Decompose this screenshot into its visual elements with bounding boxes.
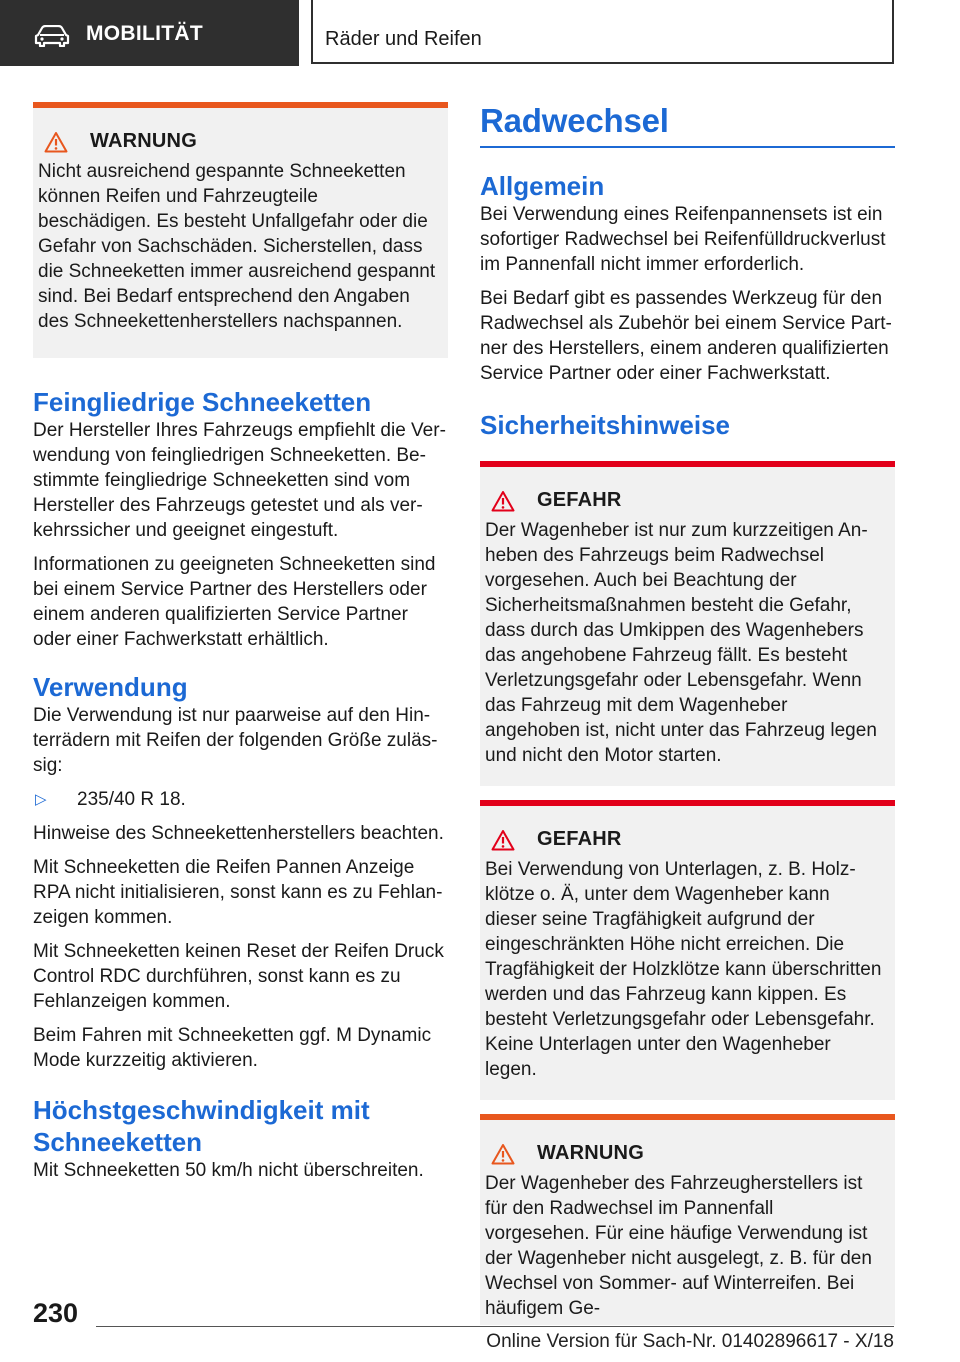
heading-hoechstgeschwindigkeit: Höchstgeschwindigkeit mit Schneeketten bbox=[33, 1095, 370, 1157]
heading-feingliedrige: Feingliedrige Schneeketten bbox=[33, 387, 372, 417]
feingliedrige-p1: Der Hersteller Ihres Fahrzeugs empfiehlt die Verwendung von feingliedrigen Schneeketten. Bestimmte feingliedrige Schneeketten sind vom Hersteller des Fahrzeugs getestet und als verkehrssicher und geeignet eingestuft. bbox=[33, 420, 446, 541]
list-item bbox=[33, 787, 448, 812]
warning-box-2 bbox=[480, 1114, 895, 1325]
verwendung-p4: Mit Schneeketten keinen Reset der Reifen Druck Control RDC durchführen, sonst kann es zu Fehlanzeigen kommen. bbox=[33, 941, 444, 1012]
page-number: 230 bbox=[33, 1298, 79, 1328]
allgemein-p2: Bei Bedarf gibt es passendes Werkzeug für den Radwechsel als Zubehör bei einem Service Partner des Herstellers, einem anderen qualifizierten Service Partner oder einer Fachwerkstatt. bbox=[480, 288, 892, 384]
chapter-title: MOBILITÄT bbox=[86, 22, 204, 45]
page-header bbox=[0, 0, 960, 66]
chapter-tab bbox=[0, 0, 299, 66]
footer-divider bbox=[96, 1326, 894, 1327]
warning-triangle-icon bbox=[491, 1143, 515, 1165]
danger-box-2 bbox=[480, 800, 895, 1100]
heading-sicherheitshinweise: Sicherheitshinweise bbox=[480, 410, 730, 440]
danger-triangle-icon bbox=[491, 829, 515, 851]
warning-text: Nicht ausreichend gespannte Schneeketten können Reifen und Fahrzeugteile beschädigen. Es besteht Unfallgefahr oder die Gefahr von Sachschäden. Sicherstellen, dass die Schneeketten immer ausreichend gespannt sind. Bei Bedarf entsprechend den Angaben des Schneekettenherstellers nachspannen. bbox=[38, 161, 436, 332]
danger-triangle-icon bbox=[491, 490, 515, 512]
warning-label-2: WARNUNG bbox=[537, 1142, 644, 1164]
danger-text-2: Bei Verwendung von Unterlagen, z. B. Holzklötze o. Ä, unter dem Wagenheber kann dieser seine Tragfähigkeit aufgrund der eingeschränkten Höhe nicht erreichen. Die Tragfähigkeit der Holzklötze kann überschritten werden und das Fahrzeug kann kippen. Es besteht Verletzungsgefahr oder Lebensgefahr. Keine Unterlagen unter den Wagenheber legen. bbox=[485, 859, 882, 1080]
heading-allgemein: Allgemein bbox=[480, 171, 605, 201]
right-column bbox=[480, 102, 895, 1325]
feingliedrige-p2: Informationen zu geeigneten Schneeketten sind bei einem Service Partner des Herstellers oder einem anderen qualifizierten Service Partner oder einer Fachwerkstatt erhältlich. bbox=[33, 554, 436, 650]
warning-text-2: Der Wagenheber des Fahrzeugherstellers ist für den Radwechsel im Pannenfall vorgesehen. Für eine häufige Verwendung ist der Wagenheber nicht ausgelegt, z. B. für den Wechsel von Sommer- auf Winterreifen. Bei häufigem Ge- bbox=[485, 1173, 872, 1319]
verwendung-p3: Mit Schneeketten die Reifen Pannen Anzeige RPA nicht initialisieren, sonst kann es zu Fehlanzeigen kommen. bbox=[33, 857, 443, 928]
warning-box-2-head bbox=[491, 1142, 883, 1165]
warning-label: WARNUNG bbox=[90, 130, 197, 152]
footer-text: Online Version für Sach-Nr. 01402896617 - X/18 bbox=[486, 1331, 894, 1352]
warning-box-head bbox=[44, 130, 436, 153]
danger-box-2-head bbox=[491, 828, 883, 851]
danger-text-1: Der Wagenheber ist nur zum kurzzeitigen Anheben des Fahrzeugs beim Radwechsel vorgesehen. Auch bei Beachtung der Sicherheitsmaßnahmen besteht die Gefahr, dass durch das Umkippen des Wagenhebers das angehobene Fahrzeug fällt. Es besteht Verletzungsgefahr oder Lebensgefahr. Wenn das Fahrzeug mit dem Wagenheber angehoben ist, nicht unter das Fahrzeug legen und nicht den Motor starten. bbox=[485, 520, 877, 766]
left-column bbox=[33, 102, 448, 1192]
section-box bbox=[311, 0, 894, 64]
verwendung-p2: Hinweise des Schneekettenherstellers beachten. bbox=[33, 823, 444, 844]
section-title: Räder und Reifen bbox=[325, 28, 482, 50]
verwendung-p1: Die Verwendung ist nur paarweise auf den Hinterrädern mit Reifen der folgenden Größe zulässig: bbox=[33, 705, 438, 776]
bullet-triangle-icon: ▷ bbox=[35, 791, 47, 808]
warning-triangle-icon bbox=[44, 131, 68, 153]
danger-label-1: GEFAHR bbox=[537, 489, 622, 511]
heading-radwechsel: Radwechsel bbox=[480, 102, 895, 148]
danger-box-1 bbox=[480, 461, 895, 786]
warning-box bbox=[33, 102, 448, 358]
hoechst-p1: Mit Schneeketten 50 km/h nicht überschreiten. bbox=[33, 1160, 424, 1181]
list-item-text: 235/40 R 18. bbox=[77, 789, 186, 810]
allgemein-p1: Bei Verwendung eines Reifenpannensets ist ein sofortiger Radwechsel bei Reifenfülldruckverlust im Pannenfall nicht immer erforderlich. bbox=[480, 204, 886, 275]
danger-label-2: GEFAHR bbox=[537, 828, 622, 850]
car-icon bbox=[34, 25, 70, 47]
heading-verwendung: Verwendung bbox=[33, 672, 188, 702]
verwendung-p5: Beim Fahren mit Schneeketten ggf. M Dynamic Mode kurzzeitig aktivieren. bbox=[33, 1025, 432, 1071]
danger-box-1-head bbox=[491, 489, 883, 512]
